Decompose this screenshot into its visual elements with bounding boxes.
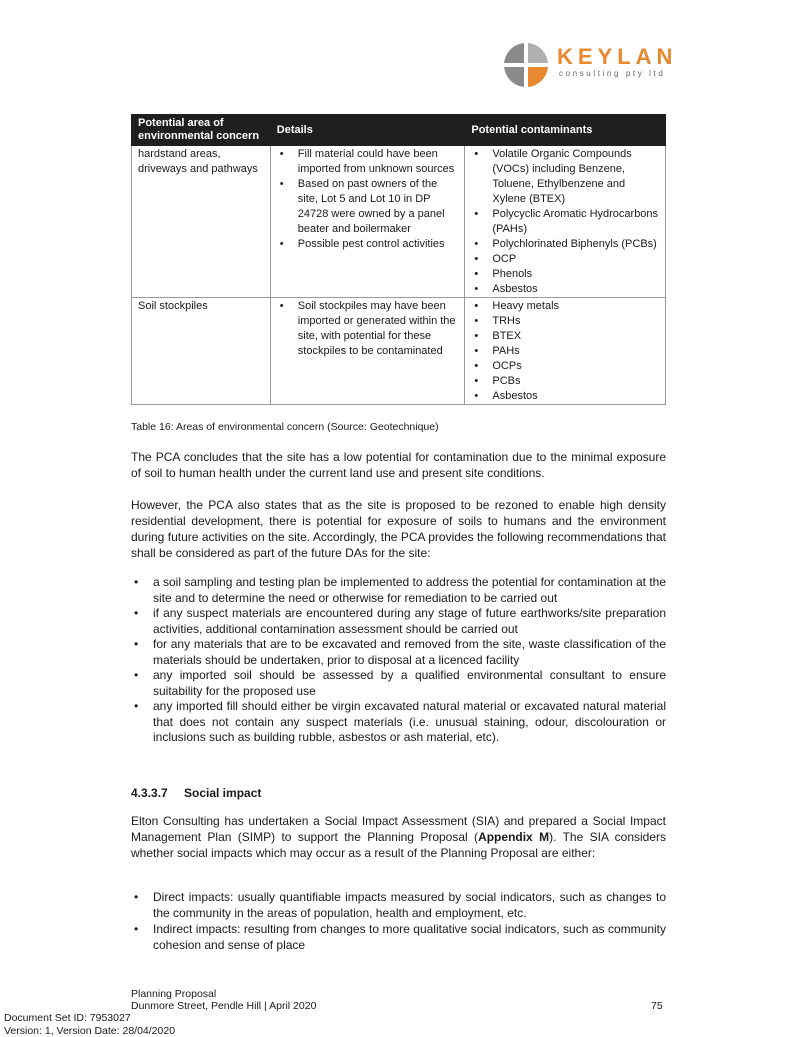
row-contaminants bbox=[465, 146, 666, 298]
list-item: • for any materials that are to be excavated and removed from the site, waste classification of the materials should be undertaken, prior to disposal at a licenced facility bbox=[131, 637, 666, 668]
row-details bbox=[270, 146, 465, 298]
list-item: • Polycyclic Aromatic Hydrocarbons (PAHs) bbox=[471, 207, 659, 237]
list-item: • if any suspect materials are encountered during any stage of future earthworks/site preparation activities, additional contamination assessment should be carried out bbox=[131, 606, 666, 637]
row-area: Soil stockpiles bbox=[132, 298, 271, 405]
table-caption: Table 16: Areas of environmental concern (Source: Geotechnique) bbox=[131, 421, 439, 433]
logo-tagline: consulting pty ltd bbox=[559, 69, 666, 78]
page-number: 75 bbox=[651, 1000, 663, 1012]
header-area: Potential area of environmental concern bbox=[132, 115, 271, 146]
sia-text-end: ). The SIA considers whether social impacts which may occur as a result of the Planning Proposal are either: bbox=[131, 830, 667, 860]
paragraph-pca-recommendations: However, the PCA also states that as the site is proposed to be rezoned to enable high density residential development, there is potential for exposure of soils to humans and the environment during future activities on the site. Accordingly, the PCA provides the following recommendations that shall be considered as part of the future DAs for the site: bbox=[131, 498, 666, 560]
list-item: • BTEX bbox=[471, 329, 659, 344]
footer-line-2: Dunmore Street, Pendle Hill | April 2020 bbox=[131, 1000, 317, 1012]
footer-title bbox=[131, 988, 316, 1012]
list-item: • Fill material could have been imported from unknown sources bbox=[277, 147, 459, 177]
list-item: • any imported soil should be assessed by a qualified environmental consultant to ensure suitability for the proposed use bbox=[131, 668, 666, 699]
version-info: Version: 1, Version Date: 28/04/2020 bbox=[4, 1025, 176, 1037]
row-contaminants bbox=[465, 298, 666, 405]
list-item: • any imported fill should either be virgin excavated natural material or excavated natural material that does not contain any suspect materials (i.e. unusual staining, odour, discolouration or inclusions such as building rubble, asbestos or ash material, etc). bbox=[131, 699, 666, 746]
recommendations-list bbox=[131, 575, 666, 746]
list-item: • Heavy metals bbox=[471, 299, 659, 314]
row-details bbox=[270, 298, 465, 405]
header-details: Details bbox=[270, 115, 465, 146]
contamination-table bbox=[131, 114, 666, 405]
list-item: • Based on past owners of the site, Lot 5 and Lot 10 in DP 24728 were owned by a panel beater and boilermaker bbox=[277, 177, 459, 237]
list-item: • Phenols bbox=[471, 267, 659, 282]
table-row bbox=[132, 298, 666, 405]
list-item: • Polychlorinated Biphenyls (PCBs) bbox=[471, 237, 659, 252]
list-item: • OCPs bbox=[471, 359, 659, 374]
appendix-reference: Appendix M bbox=[478, 830, 550, 844]
list-item: • TRHs bbox=[471, 314, 659, 329]
table-header-row bbox=[132, 115, 666, 146]
paragraph-pca-conclusion: The PCA concludes that the site has a low potential for contamination due to the minimal exposure of soil to human health under the current land use and present site conditions. bbox=[131, 450, 666, 480]
list-item: • Soil stockpiles may have been imported or generated within the site, with potential for these stockpiles to be contaminated bbox=[277, 299, 459, 359]
list-item: • Asbestos bbox=[471, 282, 659, 297]
paragraph-sia bbox=[131, 813, 666, 861]
list-item: • PAHs bbox=[471, 344, 659, 359]
table-row bbox=[132, 146, 666, 298]
list-item: • Possible pest control activities bbox=[277, 237, 459, 252]
logo-mark-icon bbox=[503, 42, 549, 88]
section-title: Social impact bbox=[184, 786, 262, 800]
list-item: • PCBs bbox=[471, 374, 659, 389]
sia-text-start: Elton Consulting has undertaken a Social Impact Assessment (SIA) and prepared a Social Impact Management Plan (SIMP) to support the Planning Proposal ( bbox=[131, 814, 666, 844]
list-item: • Indirect impacts: resulting from changes to more qualitative social indicators, such as community cohesion and sense of place bbox=[131, 922, 666, 953]
logo-word: KEYLAN bbox=[557, 44, 678, 69]
footer-line-1: Planning Proposal bbox=[131, 988, 217, 1000]
section-number: 4.3.3.7 bbox=[131, 786, 168, 800]
list-item: • Direct impacts: usually quantifiable impacts measured by social indicators, such as changes to the community in the areas of population, health and employment, etc. bbox=[131, 890, 666, 921]
list-item: • Asbestos bbox=[471, 389, 659, 404]
keylan-logo bbox=[503, 42, 678, 88]
section-heading bbox=[131, 786, 261, 800]
list-item: • OCP bbox=[471, 252, 659, 267]
impacts-list bbox=[131, 890, 666, 953]
header-contaminants: Potential contaminants bbox=[465, 115, 666, 146]
row-area: hardstand areas, driveways and pathways bbox=[132, 146, 271, 298]
document-set-id: Document Set ID: 7953027 bbox=[4, 1012, 131, 1024]
list-item: • Volatile Organic Compounds (VOCs) including Benzene, Toluene, Ethylbenzene and Xylene (BTEX) bbox=[471, 147, 659, 207]
list-item: • a soil sampling and testing plan be implemented to address the potential for contamination at the site and to determine the need or otherwise for remediation to be carried out bbox=[131, 575, 666, 606]
